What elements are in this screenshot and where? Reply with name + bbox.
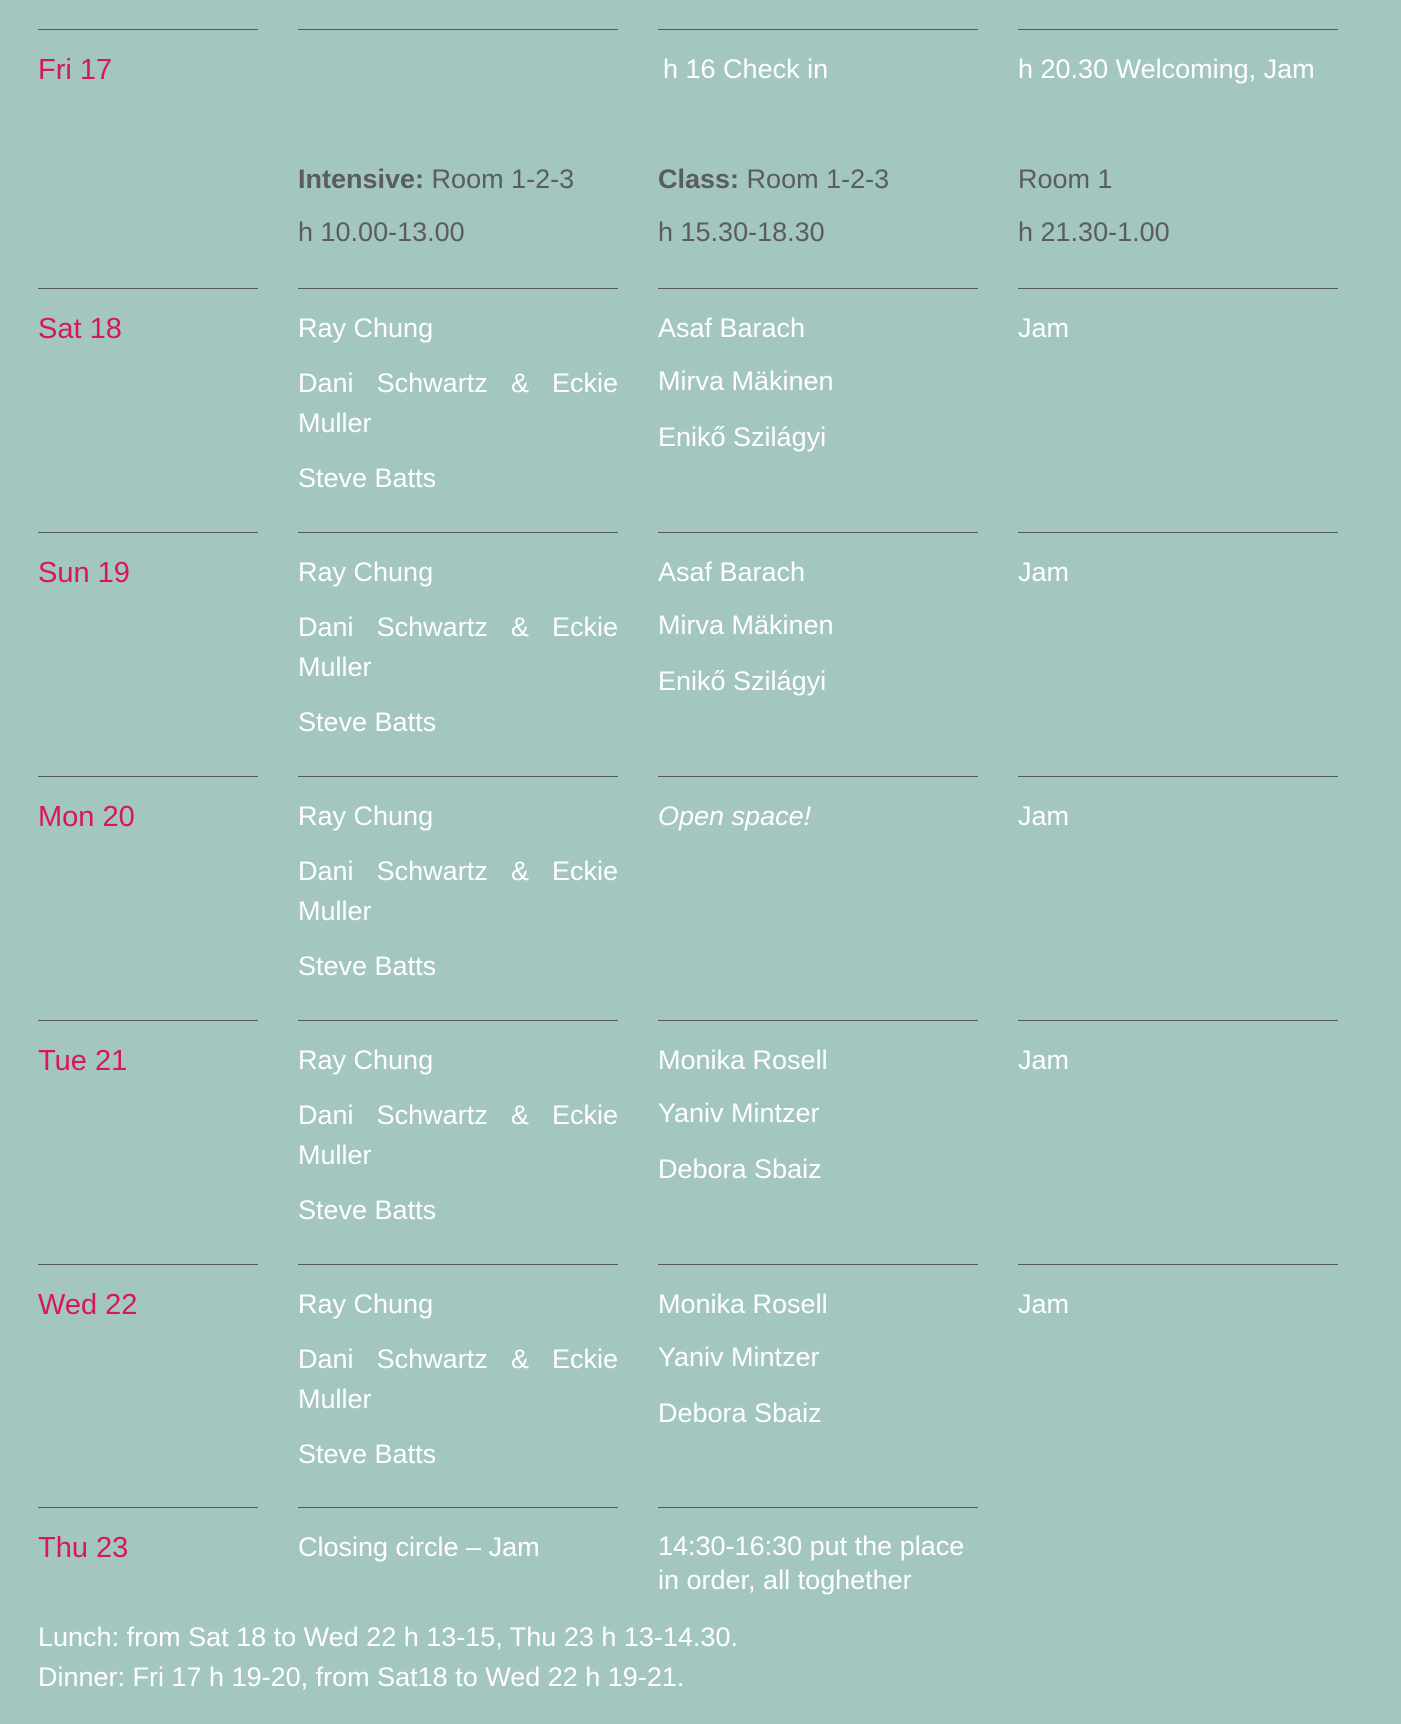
divider xyxy=(298,29,618,30)
teacher-name: Ray Chung xyxy=(298,557,434,587)
class-heading xyxy=(658,161,889,197)
teacher-name: Mirva Mäkinen xyxy=(658,610,834,640)
day-label: Thu 23 xyxy=(38,1532,129,1564)
teacher-name: Dani Schwartz & Eckie Muller xyxy=(298,368,618,438)
divider xyxy=(658,1264,978,1265)
evening-text: Jam xyxy=(1018,1289,1070,1319)
divider xyxy=(1018,29,1338,30)
teacher-name: Steve Batts xyxy=(298,463,437,493)
teacher-name: Steve Batts xyxy=(298,1439,437,1469)
teacher-name: Monika Rosell xyxy=(658,1289,828,1319)
evening-text: Jam xyxy=(1018,801,1070,831)
intensive-room: Room 1-2-3 xyxy=(424,164,575,194)
class-time: h 15.30-18.30 xyxy=(658,217,825,247)
teacher-name: Steve Batts xyxy=(298,951,437,981)
jam-room: Room 1 xyxy=(1018,164,1113,194)
checkin-text: h 16 Check in xyxy=(663,54,829,84)
divider xyxy=(1018,532,1338,533)
divider xyxy=(658,1020,978,1021)
divider xyxy=(298,288,618,289)
divider xyxy=(38,1507,258,1508)
teacher-name: Asaf Barach xyxy=(658,313,806,343)
teacher-name: Mirva Mäkinen xyxy=(658,366,834,396)
teacher-name: Steve Batts xyxy=(298,707,437,737)
teacher-name: Debora Sbaiz xyxy=(658,1398,822,1428)
closing-text: Closing circle – Jam xyxy=(298,1532,540,1562)
divider xyxy=(658,776,978,777)
divider xyxy=(658,29,978,30)
teacher-name: Steve Batts xyxy=(298,1195,437,1225)
intensive-heading xyxy=(298,161,574,197)
divider xyxy=(298,1507,618,1508)
teacher-name: Ray Chung xyxy=(298,313,434,343)
class-room: Room 1-2-3 xyxy=(739,164,890,194)
jam-time: h 21.30-1.00 xyxy=(1018,217,1170,247)
teacher-name: Dani Schwartz & Eckie Muller xyxy=(298,1100,618,1170)
teacher-name: Asaf Barach xyxy=(658,557,806,587)
teacher-name: Monika Rosell xyxy=(658,1045,828,1075)
divider xyxy=(298,1020,618,1021)
teacher-name: Enikő Szilágyi xyxy=(658,666,827,696)
welcoming-text: h 20.30 Welcoming, Jam xyxy=(1018,54,1315,84)
divider xyxy=(658,532,978,533)
divider xyxy=(38,288,258,289)
teacher-name: Yaniv Mintzer xyxy=(658,1098,820,1128)
divider xyxy=(658,1507,978,1508)
teacher-name: Open space! xyxy=(658,801,812,831)
teacher-name: Dani Schwartz & Eckie Muller xyxy=(298,1344,618,1414)
cleanup-text-line1: 14:30-16:30 put the place xyxy=(658,1531,965,1561)
divider xyxy=(1018,1020,1338,1021)
divider xyxy=(298,532,618,533)
divider xyxy=(298,776,618,777)
day-label: Mon 20 xyxy=(38,801,135,833)
dinner-info: Dinner: Fri 17 h 19-20, from Sat18 to Wed 22 h 19-21. xyxy=(38,1662,685,1692)
divider xyxy=(38,1264,258,1265)
teacher-name: Ray Chung xyxy=(298,801,434,831)
day-label: Wed 22 xyxy=(38,1289,138,1321)
day-label: Fri 17 xyxy=(38,54,113,86)
divider xyxy=(1018,288,1338,289)
divider xyxy=(38,532,258,533)
day-label: Sat 18 xyxy=(38,313,122,345)
teacher-name: Yaniv Mintzer xyxy=(658,1342,820,1372)
divider xyxy=(1018,776,1338,777)
teacher-name: Dani Schwartz & Eckie Muller xyxy=(298,856,618,926)
divider xyxy=(38,1020,258,1021)
class-label: Class: xyxy=(658,164,740,194)
evening-text: Jam xyxy=(1018,557,1070,587)
intensive-label: Intensive: xyxy=(298,164,425,194)
teacher-name: Debora Sbaiz xyxy=(658,1154,822,1184)
divider xyxy=(1018,1264,1338,1265)
teacher-name: Ray Chung xyxy=(298,1289,434,1319)
divider xyxy=(658,288,978,289)
cleanup-text-line2: in order, all toghether xyxy=(658,1565,912,1595)
day-label: Sun 19 xyxy=(38,557,130,589)
lunch-info: Lunch: from Sat 18 to Wed 22 h 13-15, Thu 23 h 13-14.30. xyxy=(38,1622,738,1652)
evening-text: Jam xyxy=(1018,313,1070,343)
divider xyxy=(298,1264,618,1265)
teacher-name: Dani Schwartz & Eckie Muller xyxy=(298,612,618,682)
teacher-name: Ray Chung xyxy=(298,1045,434,1075)
evening-text: Jam xyxy=(1018,1045,1070,1075)
intensive-time: h 10.00-13.00 xyxy=(298,217,465,247)
day-label: Tue 21 xyxy=(38,1045,128,1077)
divider xyxy=(38,776,258,777)
divider xyxy=(38,29,258,30)
teacher-name: Enikő Szilágyi xyxy=(658,422,827,452)
